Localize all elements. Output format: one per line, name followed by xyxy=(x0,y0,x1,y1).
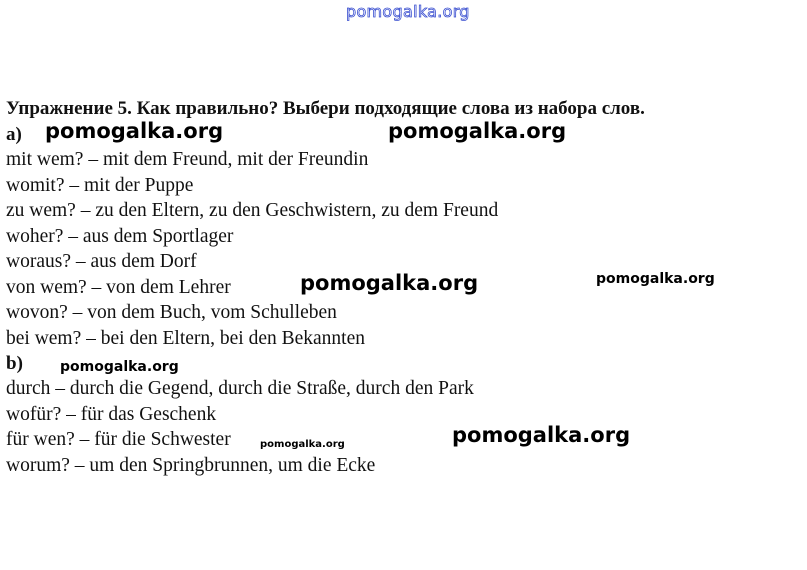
section-b-line: wofür? – für das Geschenk xyxy=(6,403,217,425)
watermark-text: pomogalka.org xyxy=(260,439,345,450)
watermark-text: pomogalka.org xyxy=(596,271,715,287)
section-a-line: womit? – mit der Puppe xyxy=(6,174,194,196)
section-b-line: für wen? – für die Schwester xyxy=(6,429,231,450)
watermark-text: pomogalka.org xyxy=(300,271,479,295)
section-b-label: b) xyxy=(6,353,23,374)
exercise-title: Упражнение 5. Как правильно? Выбери подходящие слова из набора слов. xyxy=(6,98,645,119)
section-a-line: wovon? – von dem Buch, vom Schulleben xyxy=(6,302,337,323)
section-a-line: zu wem? – zu den Eltern, zu den Geschwistern, zu dem Freund xyxy=(6,200,499,221)
section-a-line: bei wem? – bei den Eltern, bei den Bekannten xyxy=(6,327,365,349)
section-b-line: worum? – um den Springbrunnen, um die Ecke xyxy=(6,454,376,476)
watermark-text: pomogalka.org xyxy=(60,359,179,375)
watermark-text: pomogalka.org xyxy=(388,119,567,143)
section-a-label: a) xyxy=(6,124,22,145)
watermark-text: pomogalka.org xyxy=(452,423,631,447)
watermark-text: pomogalka.org xyxy=(45,119,224,143)
section-a-line: woraus? – aus dem Dorf xyxy=(6,251,197,272)
header-site-link[interactable]: pomogalka.org xyxy=(346,2,470,21)
section-b-line: durch – durch die Gegend, durch die Straße, durch den Park xyxy=(6,378,474,399)
section-a-line: mit wem? – mit dem Freund, mit der Freundin xyxy=(6,149,369,170)
section-a-line: von wem? – von dem Lehrer xyxy=(6,276,231,298)
section-a-line: woher? – aus dem Sportlager xyxy=(6,225,234,247)
